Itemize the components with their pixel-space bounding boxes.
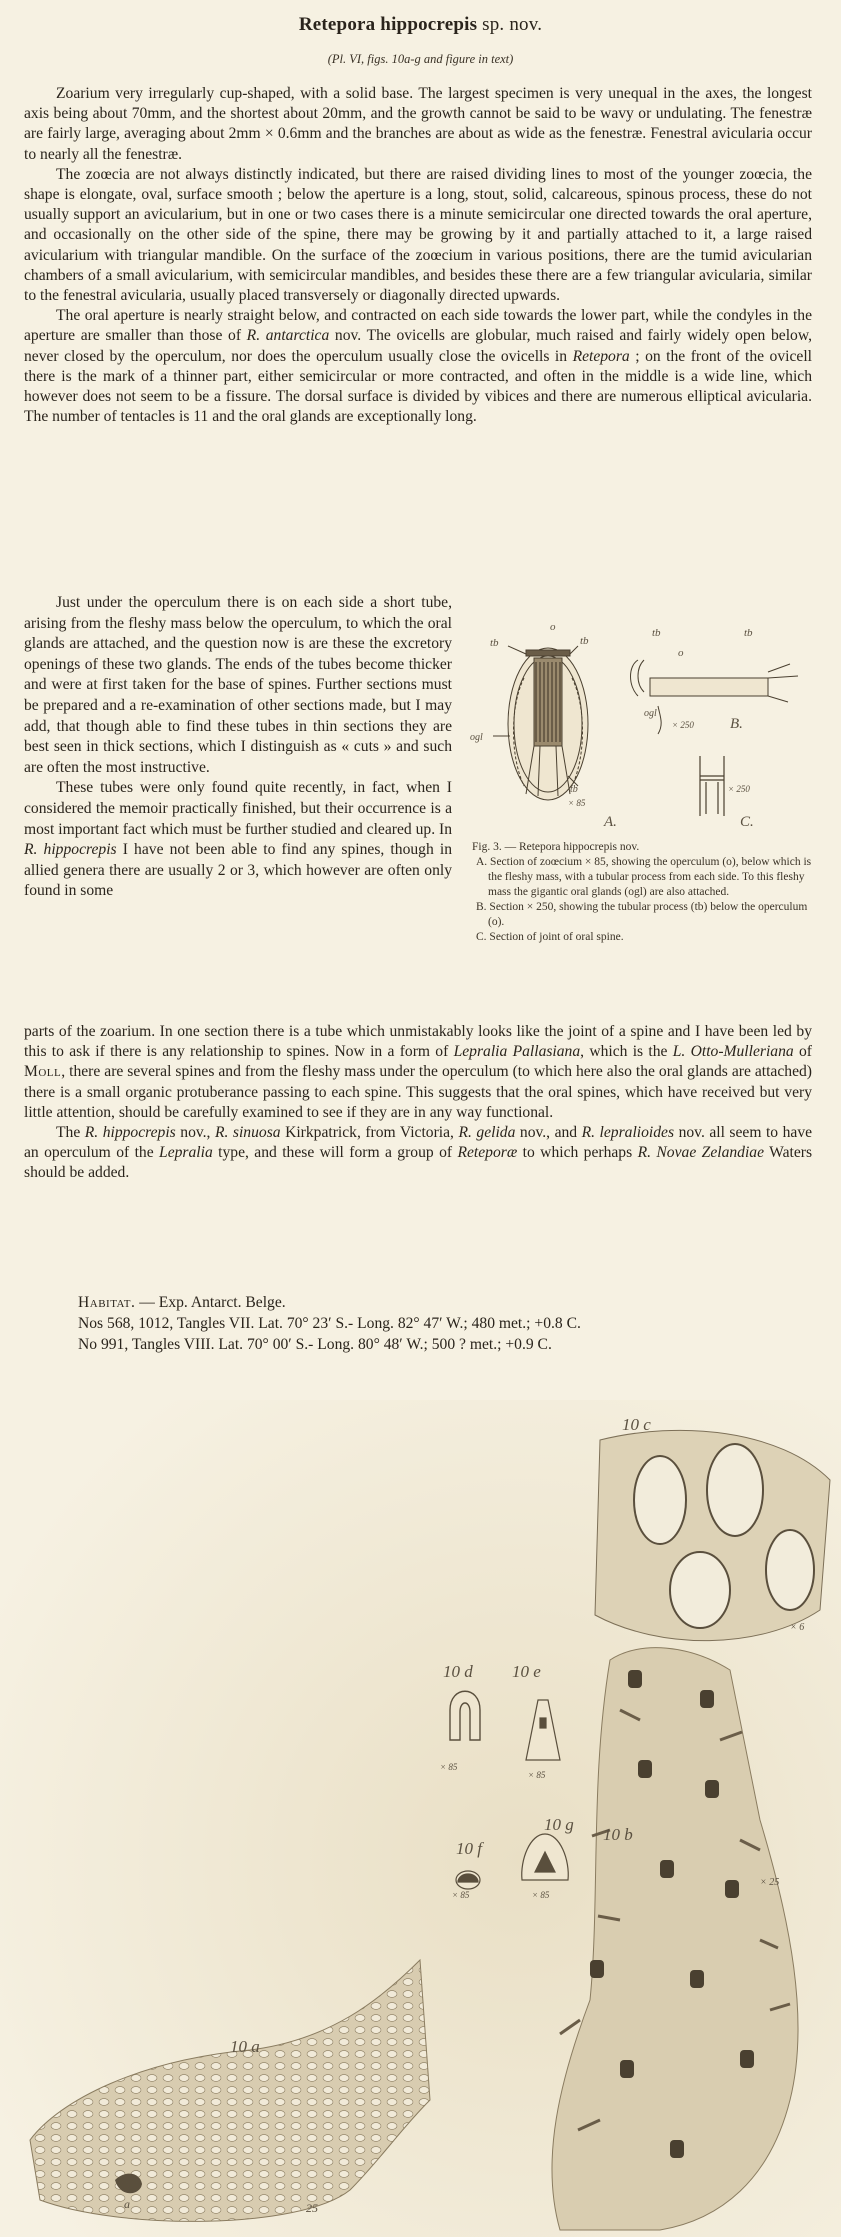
habitat-block <box>78 1292 798 1355</box>
label-tb-right: tb <box>580 635 589 647</box>
paragraph-zoarium: Zoarium very irregularly cup-shaped, with a solid base. The largest specimen is very unequal in the axes, the longest axis being about 70mm, and the shortest about 20mm, and the growth cannot be said to be wavy or undulating. The fenestræ are fairly large, averaging about 2mm × 0.6mm and the branches are about as wide as the fenestræ. Fenestral avicularia occur to nearly all the fenestræ. <box>24 85 812 163</box>
caption-title: Fig. 3. — Retepora hippocrepis nov. <box>472 841 640 853</box>
figure-3a-zooecium-section <box>493 646 588 800</box>
figure-label-A: A. <box>604 814 617 830</box>
paragraph-tubes-found: These tubes were only found quite recently, in fact, when I considered the memoir practically finished, but their occurrence is a most important fact which must be further studied and cleared up. In R. hippocrepis I have not been able to find any spines, though in allied genera there are usually 2 or 3, which however are often only found in some <box>24 779 453 900</box>
figure-3b-tubular-process <box>631 660 799 734</box>
main-text-continued <box>24 1022 812 1184</box>
species-title <box>0 14 841 36</box>
caption-b: B. Section × 250, showing the tubular process (tb) below the operculum (o). <box>476 901 808 928</box>
caption-a: A. Section of zoœcium × 85, showing the operculum (o), below which is the fleshy mass, with a tubular process from each side. To this fleshy mass the gigantic oral glands (ogl) are also attached. <box>476 856 812 898</box>
habitat-heading: Habitat. — Exp. Antarct. Belge. <box>78 1294 286 1311</box>
paragraph-spines: parts of the zoarium. In one section there is a tube which unmistakably looks like the joint of a spine and I have been led by this to ask if there is any relationship to spines. Now in a form of Lepralia Pallasiana, which is the L. Otto-Mulleriana of Moll, there are several spines and from the fleshy mass under the operculum (to which here also the oral glands are attached) there is a small organic protuberance passing to each spine. This suggests that the oral spines, which have received but very little attention, should be carefully examined to see if they are in any way functional. <box>24 1023 812 1121</box>
figure-10c-fenestrae <box>595 1430 830 1640</box>
label-10b: 10 b <box>603 1825 633 1844</box>
scale-10e: × 85 <box>528 1770 546 1780</box>
figure-10f-avicularium <box>456 1871 480 1889</box>
scale-10d: × 85 <box>440 1762 458 1772</box>
plate-vi-figures <box>0 1400 841 2237</box>
habitat-station-1: Nos 568, 1012, Tangles VII. Lat. 70° 23′ S.- Long. 82° 47′ W.; 480 met.; +0.8 C. <box>78 1315 581 1332</box>
main-text-block <box>24 84 812 427</box>
label-tb-b2: tb <box>744 627 753 639</box>
label-ogl-b: ogl <box>644 708 657 719</box>
scale-x250-c: × 250 <box>728 784 750 794</box>
label-10a: 10 a <box>230 2037 260 2056</box>
label-o: o <box>550 621 556 633</box>
paragraph-zooecia: The zoœcia are not always distinctly indicated, but there are raised dividing lines to most of the younger zoœcia, the shape is elongate, oval, surface smooth ; below the aperture is a long, stout, solid, calcareous, spinous process, these do not usually support an avicularium, but in one or two cases there is a minute semicircular one directed towards the oral aperture, and occasionally on the other side of the spine, there may be growing by it and partially attached to it, a large raised avicularium with triangular mandible. On the surface of the zoœcium in various positions, there are the tumid avicularian chambers of a small avicularium, with semicircular mandibles, and besides these there are a few triangular avicularia, similar to the fenestral avicularia, usually placed transversely or diagonally directed upwards. <box>24 165 812 305</box>
scale-x250-b: × 250 <box>672 720 694 730</box>
mark-25: 25 <box>306 2201 318 2215</box>
scale-10c: × 6 <box>790 1622 805 1633</box>
label-tb-b: tb <box>652 627 661 639</box>
figure-3c-spine-joint <box>700 756 724 816</box>
label-o-b: o <box>678 647 684 659</box>
label-tb-left: tb <box>490 637 499 649</box>
figure-3-caption <box>468 840 818 945</box>
left-column-text <box>24 593 452 902</box>
label-tb-lower: tb <box>570 784 578 795</box>
figure-label-C: C. <box>740 814 754 830</box>
scale-x85: × 85 <box>568 798 586 808</box>
label-10c: 10 c <box>622 1415 651 1434</box>
figure-label-B: B. <box>730 716 743 732</box>
label-ogl: ogl <box>470 732 483 743</box>
habitat-station-2: No 991, Tangles VIII. Lat. 70° 00′ S.- Long. 80° 48′ W.; 500 ? met.; +0.9 C. <box>78 1336 552 1353</box>
label-10g: 10 g <box>544 1815 574 1834</box>
scale-10g: × 85 <box>532 1890 550 1900</box>
label-10d: 10 d <box>443 1662 473 1681</box>
paragraph-oral-aperture: The oral aperture is nearly straight below, and contracted on each side towards the lower part, while the condyles in the aperture are smaller than those of R. antarctica nov. The ovicells are globular, much raised and fairly widely open below, never closed by the operculum, nor does the operculum usually close the ovicells in Retepora ; on the front of the ovicell there is the mark of a thinner part, either semicircular or more contracted, and often in the middle is a wide line, which however does not seem to be a fissure. The dorsal surface is divided by vibices and there are numerous elliptical avicularia. The number of tentacles is 11 and the oral glands are exceptionally long. <box>24 307 812 426</box>
mark-a: a <box>124 2197 130 2211</box>
label-10f: 10 f <box>456 1839 482 1858</box>
paragraph-group: The R. hippocrepis nov., R. sinuosa Kirkpatrick, from Victoria, R. gelida nov., and R. lepralioides nov. all seem to have an operculum of the Lepralia type, and these will form a group of Reteporæ to which perhaps R. Novae Zelandiae Waters should be added. <box>24 1124 813 1182</box>
plate-reference: (Pl. VI, figs. 10a-g and figure in text) <box>327 52 514 66</box>
title-suffix: sp. nov. <box>482 14 543 35</box>
title-name: Retepora hippocrepis <box>298 14 478 35</box>
scale-10f: × 85 <box>452 1890 470 1900</box>
paragraph-tubes: Just under the operculum there is on each side a short tube, arising from the fleshy mass below the operculum, to which the oral glands are attached, and the question now is are these the excretory openings of these two glands. The ends of the tubes become thicker and were at first taken for the base of spines. Further sections must be prepared and a re-examination of other sections made, but I may add, that though able to find these tubes in thin sections they are best seen in thick sections, which I distinguish as « cuts » and such are often the most instructive. <box>24 594 452 776</box>
caption-c: C. Section of joint of oral spine. <box>476 931 624 943</box>
text-figure-3 <box>468 616 818 836</box>
label-10e: 10 e <box>512 1662 541 1681</box>
scale-10b: × 25 <box>760 1877 780 1888</box>
